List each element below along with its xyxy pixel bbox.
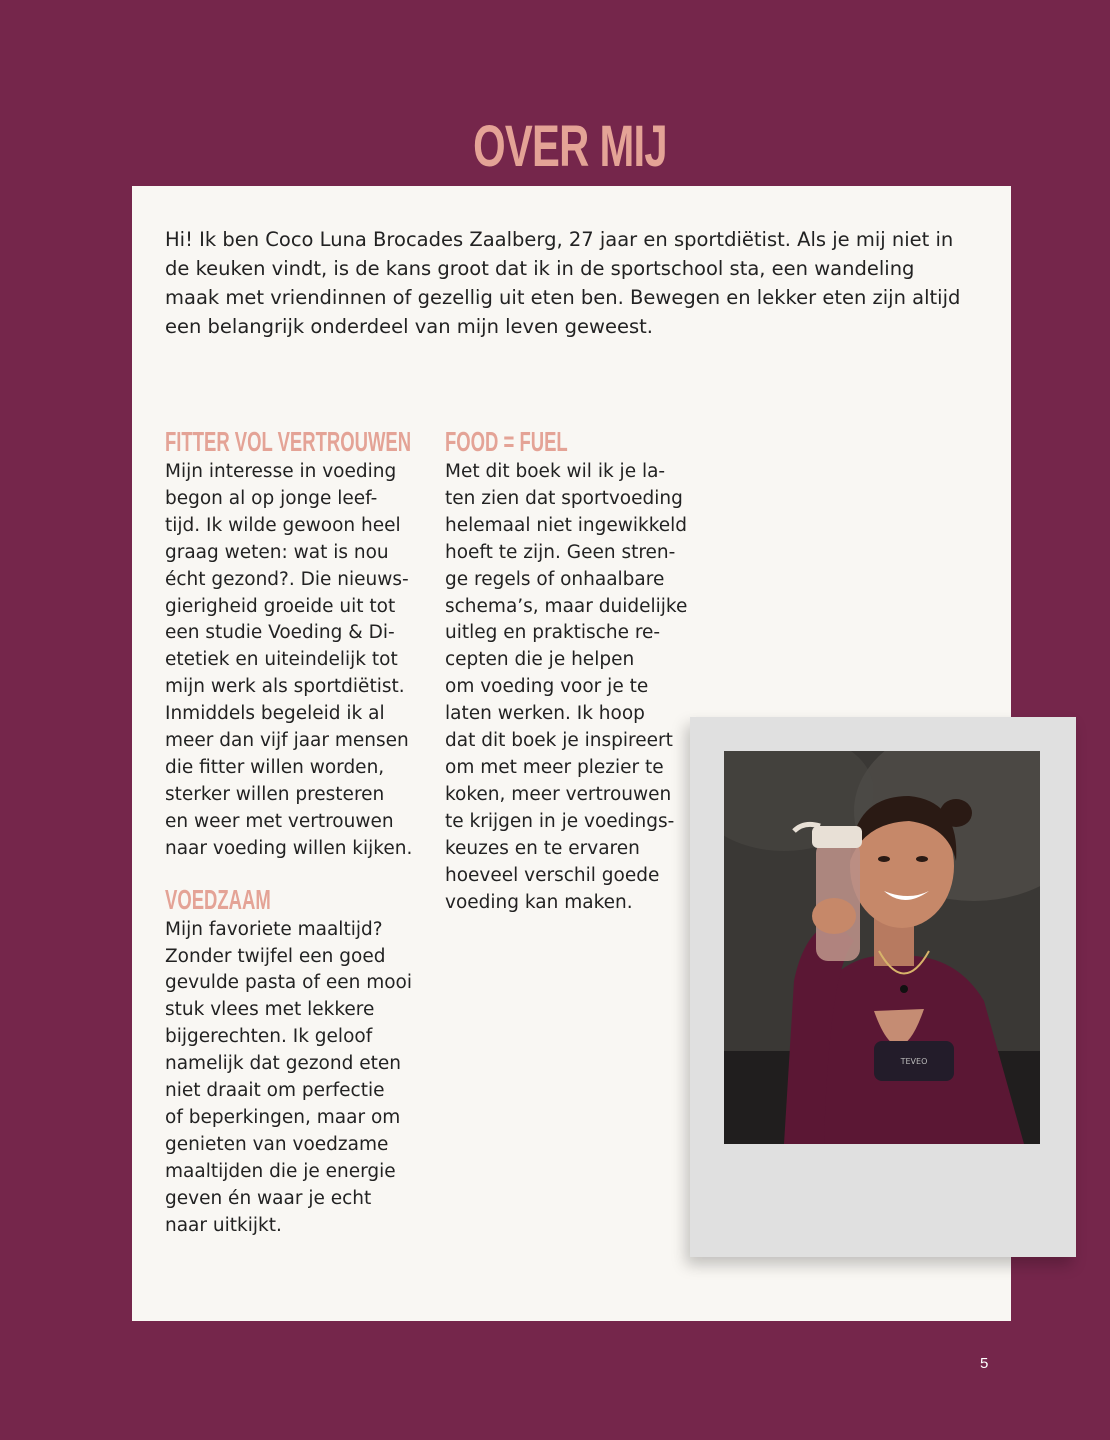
section-text-fitter: Mijn interesse in voeding begon al op jonge leef- tijd. Ik wilde gewoon heel graag weten: wat is nou écht gezond?. Die nieuws- gierigheid groeide uit tot een studie Voeding & Di- etetiek en uiteindelijk tot mijn werk als sportdiëtist. Inmiddels begeleid ik al meer dan vijf jaar mensen die fitter willen worden, sterker willen presteren en weer met vertrouwen naar voeding willen kijken. <box>165 461 413 859</box>
section-heading-fitter: FITTER VOL VERTROUWEN <box>165 426 412 457</box>
left-column <box>165 425 425 1239</box>
section-text-food-fuel: Met dit boek wil ik je la- ten zien dat sportvoeding helemaal niet ingewikkeld hoeft te zijn. Geen stren- ge regels of onhaalbare schema’s, maar duidelijke uitleg en praktische re- cepten die je helpen om voeding voor je te laten werken. Ik hoop dat dit boek je inspireert om met meer plezier te koken, meer vertrouwen te krijgen in je voedings- keuzes en te ervaren hoeveel verschil goede voeding kan maken. <box>445 461 688 913</box>
right-column <box>445 425 705 916</box>
portrait-illustration <box>724 751 1040 1144</box>
intro-paragraph: Hi! Ik ben Coco Luna Brocades Zaalberg, 27 jaar en sportdiëtist. Als je mij niet in de keuken vindt, is de kans groot dat ik in de sportschool sta, een wandeling maak met vriendinnen of gezellig uit eten ben. Bewegen en lekker eten zijn altijd een belangrijk onderdeel van mijn leven geweest. <box>165 228 961 338</box>
section-heading-voedzaam: VOEDZAAM <box>165 883 271 915</box>
page-number: 5 <box>980 1355 989 1372</box>
section-text-voedzaam: Mijn favoriete maaltijd? Zonder twijfel een goed gevulde pasta of een mooi stuk vlees met lekkere bijgerechten. Ik geloof namelijk dat gezond eten niet draait om perfectie of beperkingen, maar om genieten van voedzame maaltijden die je energie geven én waar je echt naar uitkijkt. <box>165 918 413 1236</box>
polaroid-frame <box>690 717 1076 1257</box>
shirt-brand-text: TEVEO <box>900 1057 928 1066</box>
page-title: OVER MIJ <box>473 114 667 179</box>
portrait-photo <box>724 751 1040 1144</box>
section-heading-food-fuel: FOOD = FUEL <box>445 426 568 457</box>
